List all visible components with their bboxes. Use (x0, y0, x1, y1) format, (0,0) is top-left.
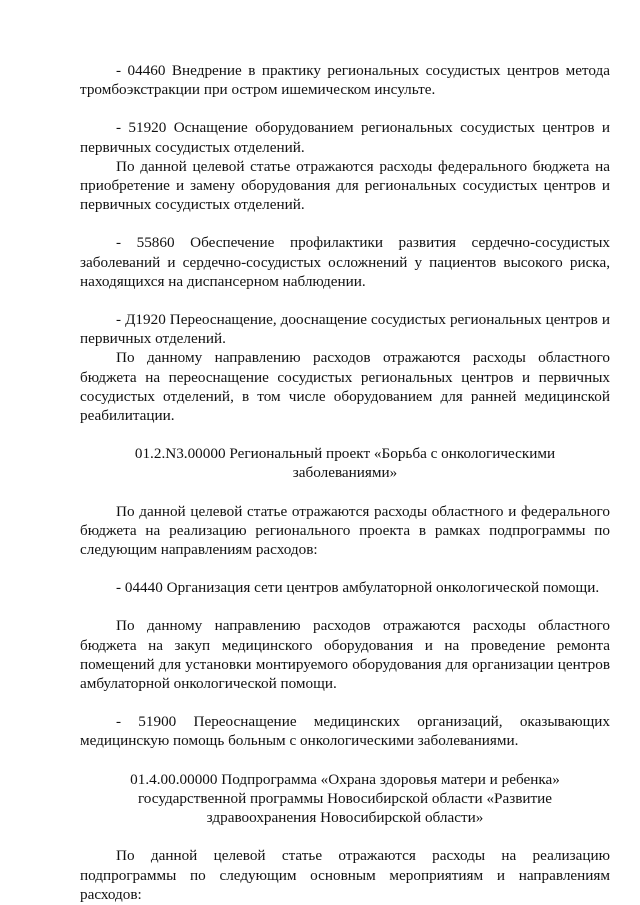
paragraph-51920-description: По данной целевой статье отражаются расходы федерального бюджета на приобретение и замену оборудования для региональных сосудистых центров и первичных сосудистых отделений. (80, 157, 610, 214)
section-heading-maternal-child-subprogram: 01.4.00.00000 Подпрограмма «Охрана здоровья матери и ребенка» государственной программы Новосибирской области «Развитие здравоохранения Новосибирской области» (130, 770, 560, 827)
paragraph-51900: - 51900 Переоснащение медицинских организаций, оказывающих медицинскую помощь больным с онкологическими заболеваниями. (80, 713, 610, 750)
paragraph-d1920-description: По данному направлению расходов отражаются расходы областного бюджета на переоснащение сосудистых региональных центров и первичных сосудистых отделений, в том числе оборудованием для ранней медицинской реабилитации. (80, 349, 610, 425)
spacer (80, 425, 610, 444)
spacer (80, 693, 610, 712)
spacer (80, 559, 610, 578)
paragraph-d1920: - Д1920 Переоснащение, дооснащение сосудистых региональных центров и первичных отделений. (80, 311, 610, 348)
paragraph-51920: - 51920 Оснащение оборудованием региональных сосудистых центров и первичных сосудистых отделений. (80, 119, 610, 156)
paragraph-subprogram-intro: По данной целевой статье отражаются расходы на реализацию подпрограммы по следующим основным мероприятиям и направлениям расходов: (80, 847, 610, 903)
spacer (80, 483, 610, 502)
section-heading-oncology-project: 01.2.N3.00000 Региональный проект «Борьба с онкологическими заболеваниями» (134, 445, 556, 482)
spacer (80, 827, 610, 846)
paragraph-04440-description: По данному направлению расходов отражаются расходы областного бюджета на закуп медицинского оборудования и на проведение ремонта помещений для установки монтируемого оборудования для организации центров амбулаторной онкологической помощи. (80, 617, 610, 693)
spacer (80, 291, 610, 310)
paragraph-oncology-intro: По данной целевой статье отражаются расходы областного и федерального бюджета на реализацию регионального проекта в рамках подпрограммы по следующим направлениям расходов: (80, 502, 610, 559)
spacer (80, 751, 610, 770)
document-page (80, 61, 610, 904)
spacer (80, 597, 610, 616)
spacer (80, 214, 610, 233)
spacer (80, 99, 610, 118)
paragraph-04460: - 04460 Внедрение в практику региональных сосудистых центров метода тромбоэкстракции при остром ишемическом инсульте. (80, 62, 610, 99)
paragraph-55860: - 55860 Обеспечение профилактики развития сердечно-сосудистых заболеваний и сердечно-сосудистых осложнений у пациентов высокого риска, находящихся на диспансерном наблюдении. (80, 234, 610, 290)
paragraph-04440: - 04440 Организация сети центров амбулаторной онкологической помощи. (116, 579, 600, 597)
